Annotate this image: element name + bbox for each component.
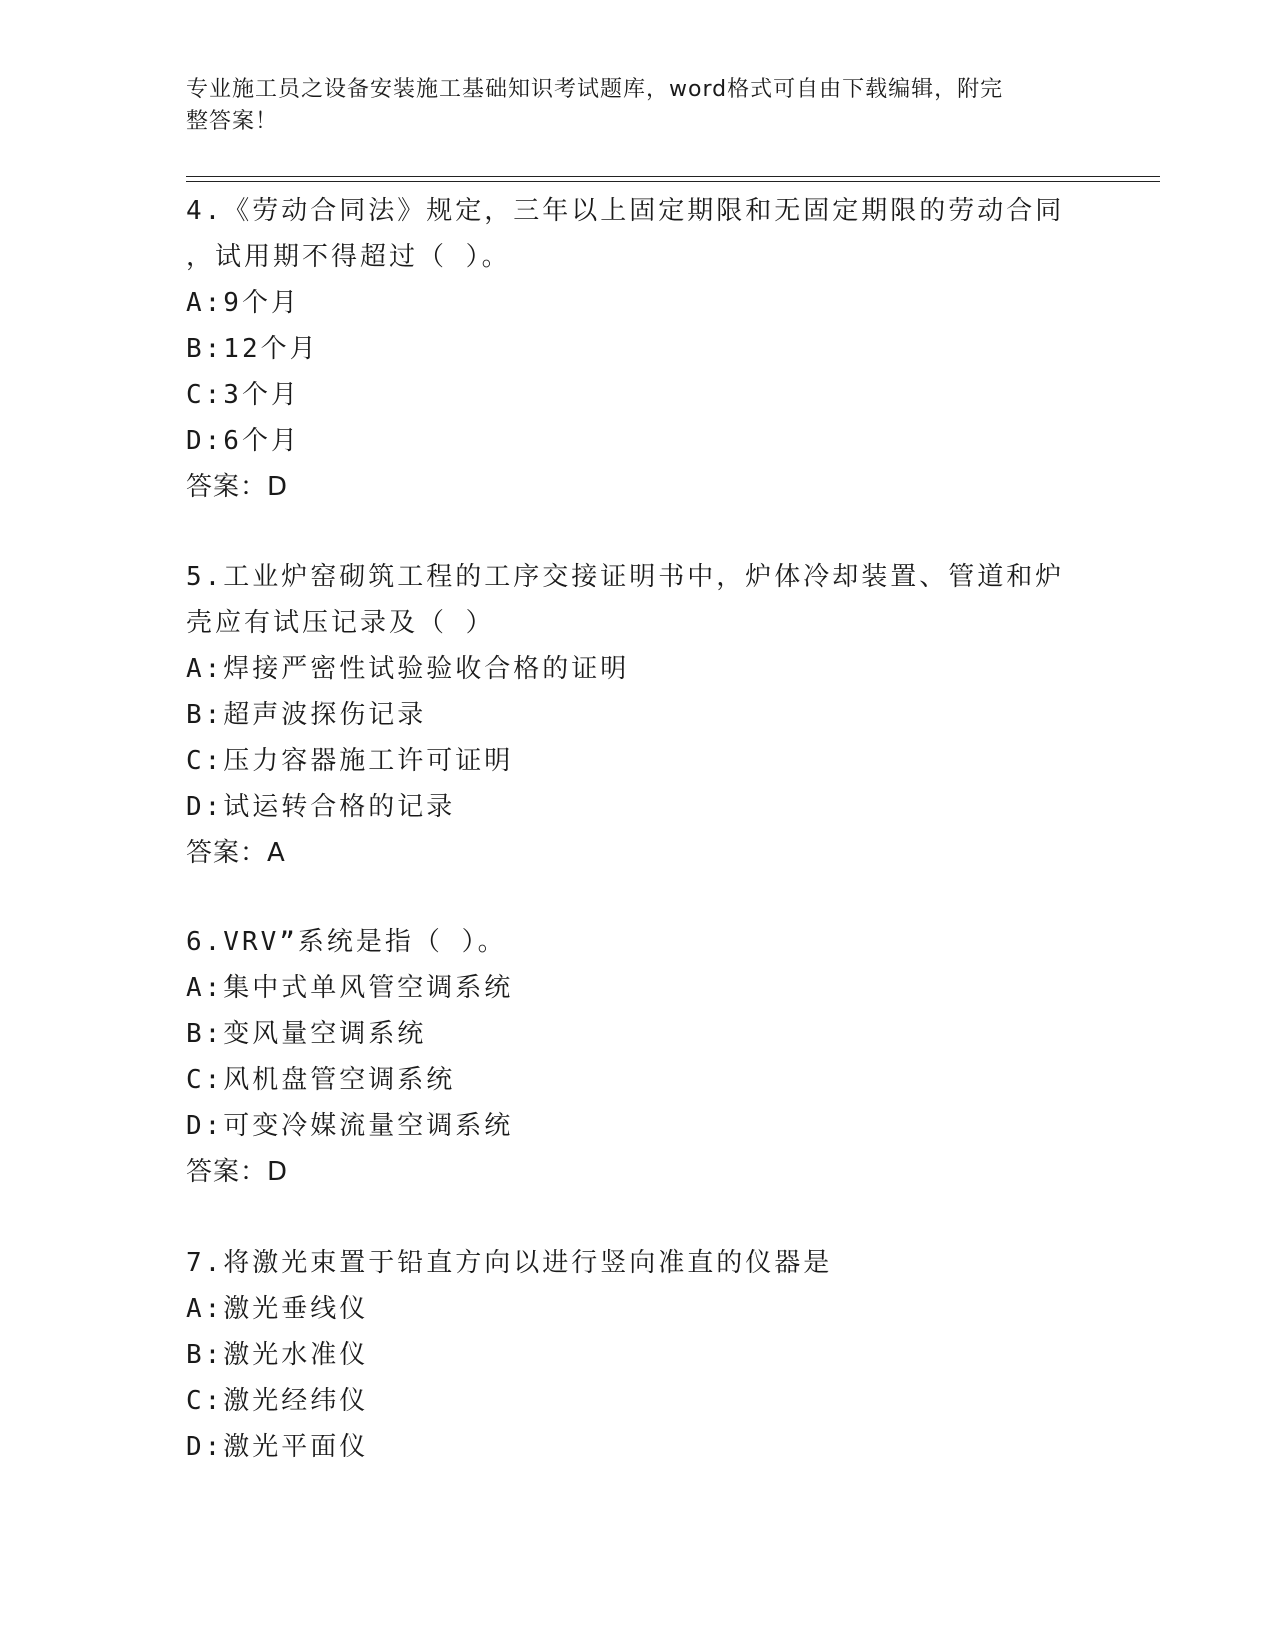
question-stem: 4.《劳动合同法》规定，三年以上固定期限和无固定期限的劳动合同 xyxy=(186,196,1065,226)
option-b: B:12个月 xyxy=(186,334,319,364)
answer: 答案：D xyxy=(186,1157,289,1187)
option-b: B:变风量空调系统 xyxy=(186,1019,427,1049)
header-line-2: 整答案！ xyxy=(186,109,279,134)
option-d: D:试运转合格的记录 xyxy=(186,792,456,822)
option-d: D:6个月 xyxy=(186,426,300,456)
question-stem: 5.工业炉窑砌筑工程的工序交接证明书中，炉体冷却装置、管道和炉 xyxy=(186,562,1065,592)
option-d: D:激光平面仪 xyxy=(186,1432,369,1462)
option-b: B:激光水准仪 xyxy=(186,1340,369,1370)
question-stem-continued: 壳应有试压记录及（ ） xyxy=(186,608,495,638)
question-7 xyxy=(186,1240,1066,1470)
question-stem: 6.VRV”系统是指（ ）。 xyxy=(186,927,507,957)
answer: 答案：D xyxy=(186,472,289,502)
option-d: D:可变冷媒流量空调系统 xyxy=(186,1111,514,1141)
answer: 答案：A xyxy=(186,838,286,868)
option-a: A:9个月 xyxy=(186,288,300,318)
question-6 xyxy=(186,919,1066,1195)
option-c: C:激光经纬仪 xyxy=(186,1386,369,1416)
option-c: C:风机盘管空调系统 xyxy=(186,1065,456,1095)
option-a: A:激光垂线仪 xyxy=(186,1294,369,1324)
option-b: B:超声波探伤记录 xyxy=(186,700,427,730)
header-divider-bottom xyxy=(186,181,1160,182)
document-header xyxy=(186,74,1066,138)
option-a: A:集中式单风管空调系统 xyxy=(186,973,514,1003)
question-5 xyxy=(186,554,1066,876)
header-line-1: 专业施工员之设备安装施工基础知识考试题库，word格式可自由下载编辑，附完 xyxy=(186,77,1004,102)
option-a: A:焊接严密性试验验收合格的证明 xyxy=(186,654,630,684)
question-4 xyxy=(186,188,1066,510)
question-stem: 7.将激光束置于铅直方向以进行竖向准直的仪器是 xyxy=(186,1248,833,1278)
option-c: C:3个月 xyxy=(186,380,300,410)
header-divider-top xyxy=(186,176,1160,177)
question-stem-continued: ，试用期不得超过（ ）。 xyxy=(186,242,511,272)
option-c: C:压力容器施工许可证明 xyxy=(186,746,514,776)
